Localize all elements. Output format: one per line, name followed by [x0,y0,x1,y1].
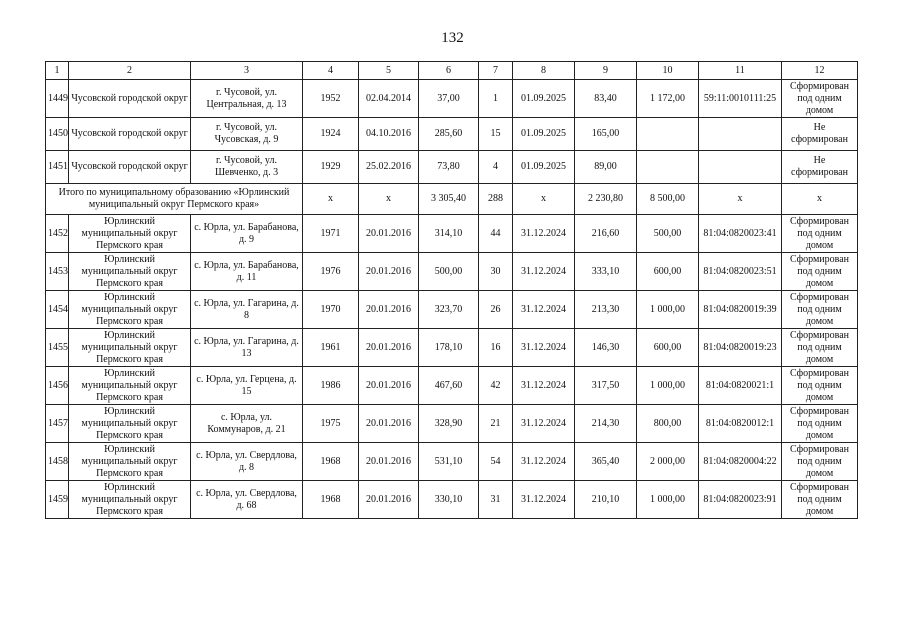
year-cell: 1929 [303,151,359,184]
area-cell: 178,10 [419,329,479,367]
amount-cell: 800,00 [637,405,699,443]
year-cell: 1968 [303,443,359,481]
municipality-cell: Юрлинский муниципальный округ Пермского края [69,291,191,329]
subtotal-cell: х [513,184,575,215]
area-cell: 213,30 [575,291,637,329]
column-header: 6 [419,62,479,80]
date-cell: 20.01.2016 [359,367,419,405]
area-cell: 214,30 [575,405,637,443]
area-cell: 165,00 [575,118,637,151]
status-cell: Сформирован под одним домом [782,253,858,291]
municipality-cell: Юрлинский муниципальный округ Пермского края [69,253,191,291]
housing-registry-table [45,61,858,519]
row-number-cell: 1451 [46,151,69,184]
status-cell: Сформирован под одним домом [782,215,858,253]
subtotal-label: Итого по муниципальному образованию «Юрлинский муниципальный округ Пермского края» [46,184,303,215]
quantity-cell: 16 [479,329,513,367]
cadastral-number-cell: 81:04:0820012:1 [699,405,782,443]
column-header: 7 [479,62,513,80]
row-number-cell: 1455 [46,329,69,367]
year-cell: 1961 [303,329,359,367]
cadastral-number-cell: 81:04:0820021:1 [699,367,782,405]
subtotal-cell: 2 230,80 [575,184,637,215]
column-header: 5 [359,62,419,80]
subtotal-cell: 3 305,40 [419,184,479,215]
cadastral-number-cell: 59:11:0010111:25 [699,80,782,118]
amount-cell [637,118,699,151]
date-cell: 01.09.2025 [513,151,575,184]
date-cell: 04.10.2016 [359,118,419,151]
date-cell: 31.12.2024 [513,215,575,253]
status-cell: Сформирован под одним домом [782,329,858,367]
date-cell: 20.01.2016 [359,329,419,367]
area-cell: 323,70 [419,291,479,329]
date-cell: 31.12.2024 [513,481,575,519]
column-header: 12 [782,62,858,80]
table-row [46,481,858,519]
row-number-cell: 1458 [46,443,69,481]
municipality-cell: Юрлинский муниципальный округ Пермского края [69,329,191,367]
column-header: 3 [191,62,303,80]
row-number-cell: 1449 [46,80,69,118]
area-cell: 285,60 [419,118,479,151]
area-cell: 83,40 [575,80,637,118]
quantity-cell: 44 [479,215,513,253]
address-cell: г. Чусовой, ул. Шевченко, д. 3 [191,151,303,184]
municipality-cell: Чусовской городской округ [69,151,191,184]
column-header: 8 [513,62,575,80]
quantity-cell: 54 [479,443,513,481]
column-number-row [46,62,858,80]
subtotal-cell: 8 500,00 [637,184,699,215]
year-cell: 1968 [303,481,359,519]
status-cell: Сформирован под одним домом [782,405,858,443]
area-cell: 146,30 [575,329,637,367]
year-cell: 1975 [303,405,359,443]
year-cell: 1971 [303,215,359,253]
municipality-cell: Юрлинский муниципальный округ Пермского края [69,367,191,405]
table-row [46,118,858,151]
area-cell: 210,10 [575,481,637,519]
cadastral-number-cell: 81:04:0820019:23 [699,329,782,367]
quantity-cell: 21 [479,405,513,443]
status-cell: Сформирован под одним домом [782,443,858,481]
row-number-cell: 1454 [46,291,69,329]
area-cell: 89,00 [575,151,637,184]
municipality-cell: Юрлинский муниципальный округ Пермского края [69,481,191,519]
area-cell: 467,60 [419,367,479,405]
municipality-cell: Чусовской городской округ [69,80,191,118]
table-body [46,62,858,519]
date-cell: 01.09.2025 [513,80,575,118]
row-number-cell: 1459 [46,481,69,519]
column-header: 9 [575,62,637,80]
table-row [46,329,858,367]
municipality-cell: Юрлинский муниципальный округ Пермского края [69,215,191,253]
table-row [46,405,858,443]
date-cell: 20.01.2016 [359,253,419,291]
amount-cell: 600,00 [637,329,699,367]
table-row [46,215,858,253]
address-cell: с. Юрла, ул. Свердлова, д. 8 [191,443,303,481]
year-cell: 1970 [303,291,359,329]
area-cell: 73,80 [419,151,479,184]
subtotal-cell: 288 [479,184,513,215]
column-header: 1 [46,62,69,80]
cadastral-number-cell: 81:04:0820023:91 [699,481,782,519]
table-row [46,367,858,405]
row-number-cell: 1452 [46,215,69,253]
cadastral-number-cell [699,151,782,184]
municipality-cell: Чусовской городской округ [69,118,191,151]
subtotal-cell: х [699,184,782,215]
table-row [46,80,858,118]
row-number-cell: 1453 [46,253,69,291]
status-cell: Сформирован под одним домом [782,291,858,329]
row-number-cell: 1456 [46,367,69,405]
date-cell: 31.12.2024 [513,443,575,481]
area-cell: 531,10 [419,443,479,481]
address-cell: г. Чусовой, ул. Центральная, д. 13 [191,80,303,118]
status-cell: Сформирован под одним домом [782,80,858,118]
table-row [46,253,858,291]
subtotal-cell: х [782,184,858,215]
status-cell: Сформирован под одним домом [782,481,858,519]
address-cell: с. Юрла, ул. Коммунаров, д. 21 [191,405,303,443]
date-cell: 31.12.2024 [513,405,575,443]
quantity-cell: 31 [479,481,513,519]
address-cell: с. Юрла, ул. Барабанова, д. 11 [191,253,303,291]
date-cell: 20.01.2016 [359,405,419,443]
area-cell: 500,00 [419,253,479,291]
subtotal-cell: х [303,184,359,215]
address-cell: с. Юрла, ул. Герцена, д. 15 [191,367,303,405]
date-cell: 25.02.2016 [359,151,419,184]
date-cell: 20.01.2016 [359,443,419,481]
date-cell: 01.09.2025 [513,118,575,151]
cadastral-number-cell [699,118,782,151]
area-cell: 330,10 [419,481,479,519]
area-cell: 328,90 [419,405,479,443]
status-cell: Сформирован под одним домом [782,367,858,405]
subtotal-cell: х [359,184,419,215]
quantity-cell: 42 [479,367,513,405]
status-cell: Не сформирован [782,118,858,151]
area-cell: 37,00 [419,80,479,118]
area-cell: 317,50 [575,367,637,405]
municipality-cell: Юрлинский муниципальный округ Пермского края [69,405,191,443]
date-cell: 02.04.2014 [359,80,419,118]
quantity-cell: 4 [479,151,513,184]
address-cell: г. Чусовой, ул. Чусовская, д. 9 [191,118,303,151]
cadastral-number-cell: 81:04:0820023:41 [699,215,782,253]
date-cell: 31.12.2024 [513,329,575,367]
date-cell: 20.01.2016 [359,291,419,329]
address-cell: с. Юрла, ул. Свердлова, д. 68 [191,481,303,519]
date-cell: 31.12.2024 [513,367,575,405]
address-cell: с. Юрла, ул. Гагарина, д. 8 [191,291,303,329]
municipality-cell: Юрлинский муниципальный округ Пермского края [69,443,191,481]
amount-cell: 1 000,00 [637,367,699,405]
amount-cell: 500,00 [637,215,699,253]
date-cell: 31.12.2024 [513,253,575,291]
address-cell: с. Юрла, ул. Барабанова, д. 9 [191,215,303,253]
amount-cell: 600,00 [637,253,699,291]
table-row [46,151,858,184]
column-header: 11 [699,62,782,80]
area-cell: 365,40 [575,443,637,481]
column-header: 10 [637,62,699,80]
table-row [46,443,858,481]
quantity-cell: 30 [479,253,513,291]
amount-cell [637,151,699,184]
year-cell: 1976 [303,253,359,291]
date-cell: 20.01.2016 [359,481,419,519]
year-cell: 1924 [303,118,359,151]
area-cell: 333,10 [575,253,637,291]
status-cell: Не сформирован [782,151,858,184]
column-header: 2 [69,62,191,80]
page-number: 132 [441,30,464,46]
year-cell: 1952 [303,80,359,118]
amount-cell: 1 172,00 [637,80,699,118]
cadastral-number-cell: 81:04:0820004:22 [699,443,782,481]
date-cell: 31.12.2024 [513,291,575,329]
table-row [46,291,858,329]
quantity-cell: 1 [479,80,513,118]
amount-cell: 1 000,00 [637,291,699,329]
row-number-cell: 1450 [46,118,69,151]
date-cell: 20.01.2016 [359,215,419,253]
year-cell: 1986 [303,367,359,405]
quantity-cell: 26 [479,291,513,329]
address-cell: с. Юрла, ул. Гагарина, д. 13 [191,329,303,367]
subtotal-row [46,184,858,215]
cadastral-number-cell: 81:04:0820023:51 [699,253,782,291]
cadastral-number-cell: 81:04:0820019:39 [699,291,782,329]
area-cell: 314,10 [419,215,479,253]
amount-cell: 1 000,00 [637,481,699,519]
amount-cell: 2 000,00 [637,443,699,481]
quantity-cell: 15 [479,118,513,151]
row-number-cell: 1457 [46,405,69,443]
column-header: 4 [303,62,359,80]
area-cell: 216,60 [575,215,637,253]
